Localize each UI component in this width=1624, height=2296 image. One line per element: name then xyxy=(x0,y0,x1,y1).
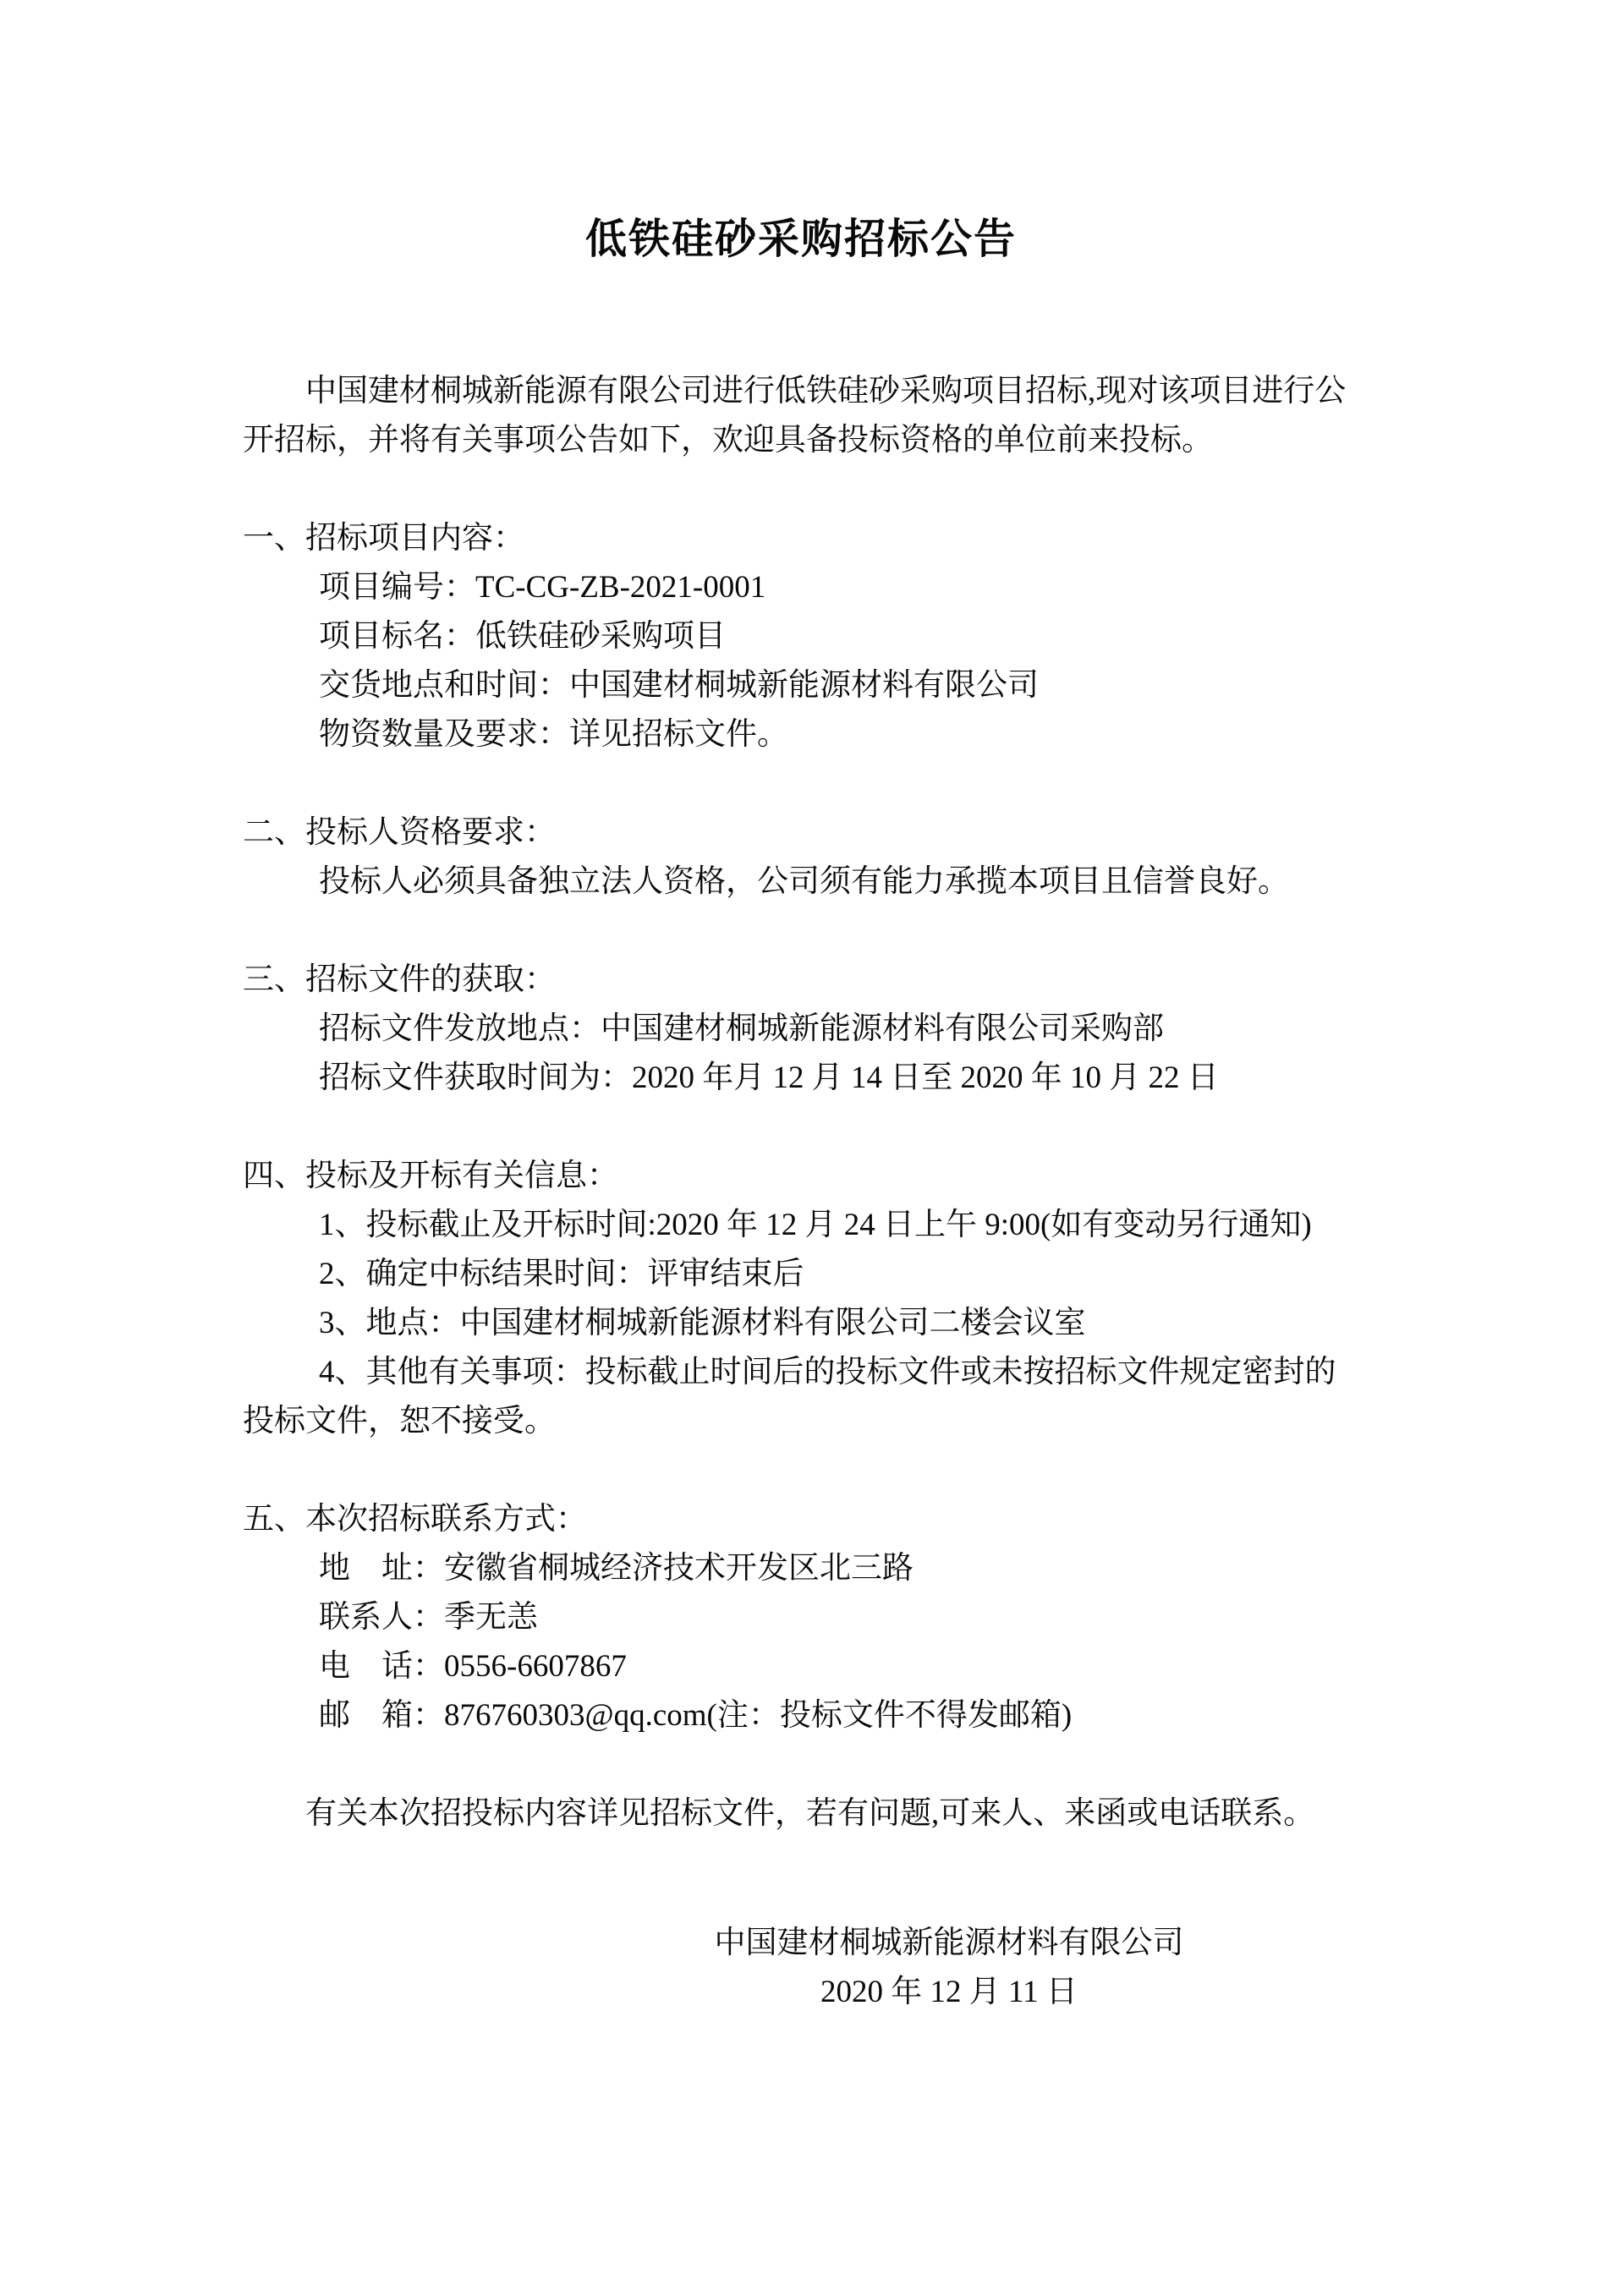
section-2-heading: 二、投标人资格要求： xyxy=(243,815,556,850)
signature-date: 2020 年 12 月 11 日 xyxy=(820,1975,1078,2009)
signature-company: 中国建材桐城新能源材料有限公司 xyxy=(714,1926,1184,1960)
field-project-name: 项目标名：低铁硅砂采购项目 xyxy=(319,619,726,654)
section-bid-opening-info xyxy=(243,1152,1359,1446)
section-bidder-qualification xyxy=(243,808,1359,907)
field-phone: 电 话：0556-6607867 xyxy=(319,1649,627,1684)
section-5-heading: 五、本次招标联系方式： xyxy=(243,1502,587,1537)
field-address: 地 址：安徽省桐城经济技术开发区北三路 xyxy=(319,1551,914,1586)
field-contact-person: 联系人：季无恙 xyxy=(319,1600,538,1635)
section-1-heading: 一、招标项目内容： xyxy=(243,521,524,556)
field-email: 邮 箱：876760303@qq.com(注：投标文件不得发邮箱) xyxy=(319,1698,1073,1733)
field-qualification-requirement: 投标人必须具备独立法人资格，公司须有能力承揽本项目且信誉良好。 xyxy=(319,864,1289,899)
closing-paragraph: 有关本次招投标内容详见招标文件，若有问题,可来人、来函或电话联系。 xyxy=(305,1796,1315,1831)
section-contact-info xyxy=(243,1495,1359,1740)
section-4-heading: 四、投标及开标有关信息： xyxy=(243,1159,618,1193)
document-content xyxy=(243,0,1359,2017)
signature-block xyxy=(243,1919,1359,2017)
field-document-time: 招标文件获取时间为：2020 年月 12 月 14 日至 2020 年 10 月 22 日 xyxy=(319,1060,1219,1095)
document-title: 低铁硅砂采购招标公告 xyxy=(584,216,1017,262)
field-deadline-opening-time: 1、投标截止及开标时间:2020 年 12 月 24 日上午 9:00(如有变动另行通知) xyxy=(319,1208,1312,1242)
field-opening-place: 3、地点：中国建材桐城新能源材料有限公司二楼会议室 xyxy=(319,1306,1086,1340)
intro-paragraph: 中国建材桐城新能源有限公司进行低铁硅砂采购项目招标,现对该项目进行公开招标，并将有关事项公告如下，欢迎具备投标资格的单位前来投标。 xyxy=(243,374,1347,458)
section-tender-project-content xyxy=(243,514,1359,759)
field-result-time: 2、确定中标结果时间：评审结束后 xyxy=(319,1257,804,1291)
section-3-heading: 三、招标文件的获取： xyxy=(243,962,556,997)
field-other-matters: 4、其他有关事项：投标截止时间后的投标文件或未按招标文件规定密封的投标文件，恕不接受。 xyxy=(243,1355,1336,1438)
section-document-acquisition xyxy=(243,956,1359,1103)
field-project-number: 项目编号：TC-CG-ZB-2021-0001 xyxy=(319,570,766,605)
field-document-place: 招标文件发放地点：中国建材桐城新能源材料有限公司采购部 xyxy=(319,1011,1164,1046)
field-material-quantity: 物资数量及要求：详见招标文件。 xyxy=(319,717,788,752)
field-delivery-place-time: 交货地点和时间：中国建材桐城新能源材料有限公司 xyxy=(319,668,1039,703)
